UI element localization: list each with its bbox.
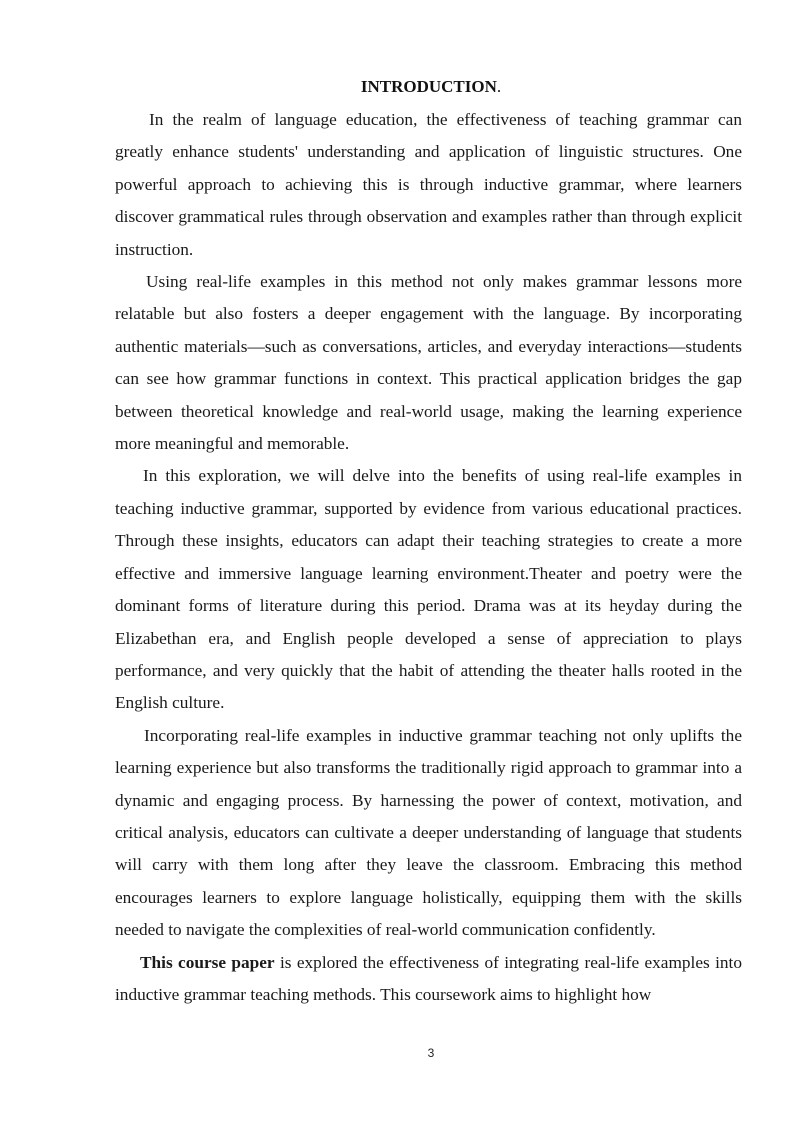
paragraph-5-bold-lead: This course paper <box>140 952 275 972</box>
body-text <box>115 104 742 1011</box>
paragraph-3: In this exploration, we will delve into the benefits of using real-life examples in teaching inductive grammar, supported by evidence from various educational practices. Through these insights, educators can adapt their teaching strategies to create a more effective and immersive language learning environment.Theater and poetry were the dominant forms of literature during this period. Drama was at its heyday during the Elizabethan era, and English people developed a sense of appreciation to plays performance, and very quickly that the habit of attending the theater halls rooted in the English culture. <box>115 466 742 713</box>
paragraph-5 <box>115 947 742 1012</box>
title-text: INTRODUCTION <box>360 77 497 96</box>
title-period: . <box>496 77 502 96</box>
paragraph-4: Incorporating real-life examples in inductive grammar teaching not only uplifts the learning experience but also transforms the traditionally rigid approach to grammar into a dynamic and engaging process. By harnessing the power of context, motivation, and critical analysis, educators can cultivate a deeper understanding of language that students will carry with them long after they leave the classroom. Embracing this method encourages learners to explore language holistically, equipping them with the skills needed to navigate the complexities of real-world communication confidently. <box>115 725 742 940</box>
paragraph-1: In the realm of language education, the effectiveness of teaching grammar can greatly enhance students' understanding and application of linguistic structures. One powerful approach to achieving this is through inductive grammar, where learners discover grammatical rules through observation and examples rather than through explicit instruction. <box>115 110 742 259</box>
page-number: 3 <box>427 1046 435 1060</box>
paragraph-2: Using real-life examples in this method not only makes grammar lessons more relatable but also fosters a deeper engagement with the language. By incorporating authentic materials—such as conversations, articles, and everyday interactions—students can see how grammar functions in context. This practical application bridges the gap between theoretical knowledge and real-world usage, making the learning experience more meaningful and memorable. <box>115 272 742 454</box>
paragraph-5-text: is explored the effectiveness of integrating real-life examples into inductive grammar teaching methods. This coursework aims to highlight how <box>115 952 743 1004</box>
page-title <box>0 76 800 98</box>
